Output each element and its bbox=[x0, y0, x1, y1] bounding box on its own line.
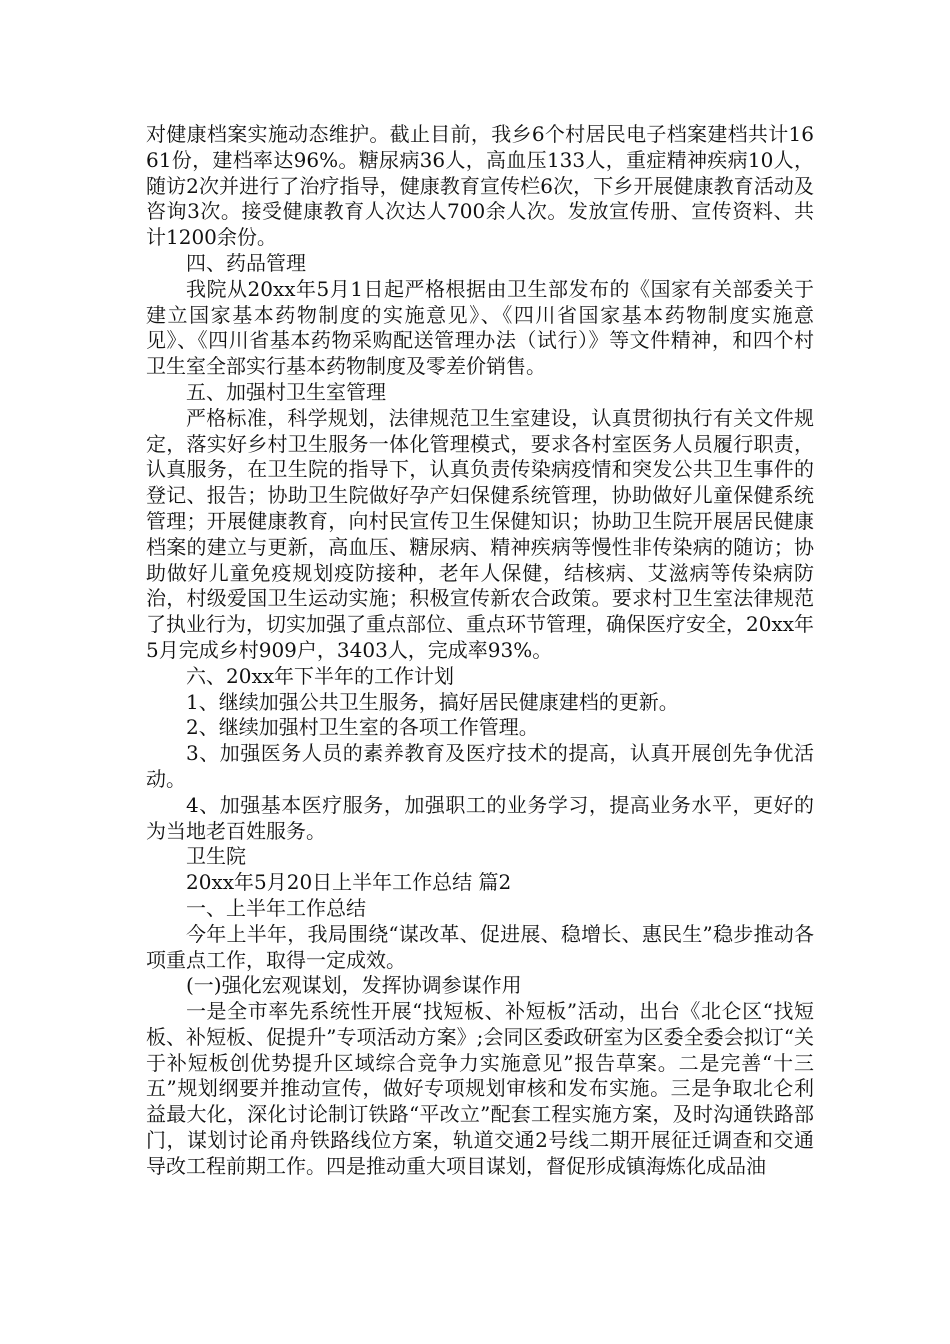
paragraph-intro: 对健康档案实施动态维护。截止目前，我乡6个村居民电子档案建档共计1661份，建档率达96%。糖尿病36人，高血压133人，重症精神疾病10人，随访2次并进行了治疗指导，健康教育宣传栏6次，下乡开展健康教育活动及咨询3次。接受健康教育人次达人700余人次。发放宣传册、宣传资料、共计1200余份。 bbox=[146, 122, 814, 250]
paragraph-drug-management: 我院从20xx年5月1日起严格根据由卫生部发布的《国家有关部委关于建立国家基本药物制度的实施意见》、《四川省国家基本药物制度实施意见》、《四川省基本药物采购配送管理办法（试行）》等文件精神，和四个村卫生室全部实行基本药物制度及零差价销售。 bbox=[146, 276, 814, 379]
paragraph-clinic-management: 严格标准，科学规划，法律规范卫生室建设，认真贯彻执行有关文件规定，落实好乡村卫生服务一体化管理模式，要求各村室医务人员履行职责，认真服务，在卫生院的指导下，认真负责传染病疫情和突发公共卫生事件的登记、报告；协助卫生院做好孕产妇保健系统管理，协助做好儿童保健系统管理；开展健康教育，向村民宣传卫生保健知识；协助卫生院开展居民健康档案的建立与更新，高血压、糖尿病、精神疾病等慢性非传染病的随访；协助做好儿童免疫规划疫防接种，老年人保健，结核病、艾滋病等传染病防治，村级爱国卫生运动实施；积极宣传新农合政策。要求村卫生室法律规范了执业行为，切实加强了重点部位、重点环节管理，确保医疗安全，20xx年5月完成乡村909户，3403人，完成率93%。 bbox=[146, 405, 815, 662]
list-item: 2、继续加强村卫生室的各项工作管理。 bbox=[186, 715, 539, 740]
heading-summary: 一、上半年工作总结 bbox=[186, 895, 366, 920]
list-item: 1、继续加强公共卫生服务，搞好居民健康建档的更新。 bbox=[186, 689, 679, 714]
list-item: 4、加强基本医疗服务，加强职工的业务学习，提高业务水平，更好的为当地老百姓服务。 bbox=[146, 792, 814, 843]
paragraph-summary: 今年上半年，我局围绕“谋改革、促进展、稳增长、惠民生”稳步推动各项重点工作，取得一定成效。 bbox=[146, 921, 814, 972]
heading-drug-management: 四、药品管理 bbox=[186, 250, 306, 275]
heading-macro-planning: (一)强化宏观谋划，发挥协调参谋作用 bbox=[186, 973, 522, 998]
paragraph-macro-planning: 一是全市率先系统性开展“找短板、补短板”活动，出台《北仑区“找短板、补短板、促提升”专项活动方案》;会同区委政研室为区委全委会拟订“关于补短板创优势提升区域综合竞争力实施意见”报告草案。二是完善“十三五”规划纲要并推动宣传，做好专项规划审核和发布实施。三是争取北仑利益最大化，深化讨论制订铁路“平改立”配套工程实施方案，及时沟通铁路部门，谋划讨论甬舟铁路线位方案，轨道交通2号线二期开展征迁调查和交通导改工程前期工作。四是推动重大项目谋划，督促形成镇海炼化成品油 bbox=[146, 999, 814, 1178]
heading-clinic-management: 五、加强村卫生室管理 bbox=[186, 379, 386, 404]
date-and-title: 20xx年5月20日上半年工作总结 篇2 bbox=[186, 870, 512, 895]
document-body bbox=[146, 122, 814, 1180]
signature-org: 卫生院 bbox=[186, 844, 246, 869]
heading-work-plan: 六、20xx年下半年的工作计划 bbox=[186, 663, 455, 688]
list-item: 3、加强医务人员的素养教育及医疗技术的提高，认真开展创先争优活动。 bbox=[146, 741, 814, 791]
